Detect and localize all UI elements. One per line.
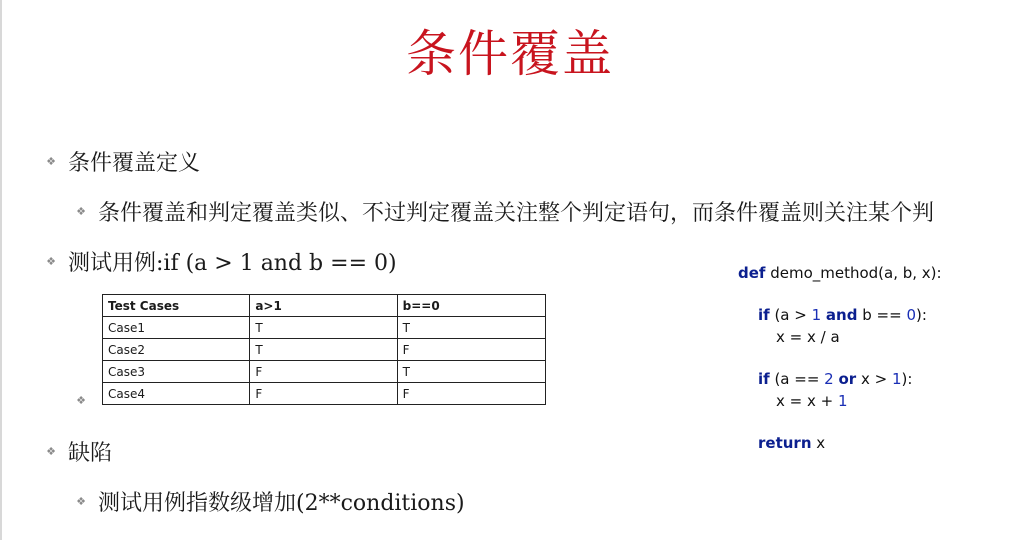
bullet-defects	[46, 436, 112, 467]
table-cell: Case4	[103, 383, 250, 405]
bullet-condition-definition	[46, 146, 200, 177]
bullet-diamond-icon: ❖	[76, 394, 86, 407]
code-text: x >	[856, 370, 892, 388]
code-number: 1	[891, 370, 902, 388]
code-line-def	[738, 262, 942, 284]
bullet-diamond-icon: ❖	[76, 205, 86, 218]
table-cell: T	[397, 361, 545, 383]
code-text: demo_method(a, b, x):	[765, 264, 942, 282]
code-line-assign1	[738, 326, 942, 348]
code-number: 2	[824, 370, 834, 388]
code-keyword: if	[758, 306, 770, 324]
table-header-cell: Test Cases	[103, 295, 250, 317]
code-line-assign2	[738, 390, 942, 412]
table-cell: F	[397, 339, 545, 361]
bullet-test-case	[46, 246, 397, 277]
code-line-if1	[738, 304, 942, 326]
code-keyword: and	[825, 306, 858, 324]
table-row	[103, 339, 546, 361]
bullet-diamond-icon: ❖	[46, 155, 56, 168]
table-header-row	[103, 295, 546, 317]
table-cell: F	[250, 383, 397, 405]
table-header-cell: b==0	[397, 295, 545, 317]
code-keyword: if	[758, 370, 770, 388]
bullet-text: 测试用例指数级增加(2**conditions)	[98, 491, 465, 516]
table-row	[103, 361, 546, 383]
table-row	[103, 317, 546, 339]
code-keyword: or	[838, 370, 857, 388]
code-keyword: return	[758, 434, 812, 452]
code-text: ):	[901, 370, 913, 388]
table-cell: T	[250, 339, 397, 361]
code-number: 0	[906, 306, 916, 324]
table-cell: Case1	[103, 317, 250, 339]
bullet-text: 条件覆盖和判定覆盖类似、不过判定覆盖关注整个判定语句，而条件覆盖则关注某个判	[98, 201, 935, 226]
table-cell: F	[397, 383, 545, 405]
slide-title: 条件覆盖	[406, 25, 614, 83]
table-cell: T	[397, 317, 545, 339]
bullet-condition-description	[76, 196, 934, 227]
code-text: ):	[915, 306, 927, 324]
test-cases-table	[102, 294, 546, 405]
table-cell: F	[250, 361, 397, 383]
table-cell: Case3	[103, 361, 250, 383]
table-header-cell: a>1	[250, 295, 397, 317]
code-line-if2	[738, 368, 942, 390]
bullet-text: 测试用例:if (a > 1 and b == 0)	[68, 251, 397, 276]
code-keyword: def	[738, 264, 766, 282]
bullet-text: 缺陷	[68, 441, 113, 466]
code-line-return	[738, 432, 942, 454]
code-text: x	[811, 434, 826, 452]
bullet-exponential-growth	[76, 486, 465, 517]
code-number: 1	[811, 306, 822, 324]
code-number: 1	[837, 392, 848, 410]
bullet-text: 条件覆盖定义	[68, 151, 201, 176]
bullet-diamond-icon: ❖	[76, 495, 86, 508]
code-text: (a >	[769, 306, 812, 324]
table-cell: T	[250, 317, 397, 339]
table-cell: Case2	[103, 339, 250, 361]
bullet-diamond-icon: ❖	[46, 445, 56, 458]
bullet-diamond-icon: ❖	[46, 255, 56, 268]
code-text: b ==	[857, 306, 907, 324]
code-sample	[738, 262, 942, 454]
code-text: (a ==	[769, 370, 825, 388]
code-text: x = x +	[776, 392, 838, 410]
code-text: x = x / a	[776, 328, 840, 346]
table-row	[103, 383, 546, 405]
